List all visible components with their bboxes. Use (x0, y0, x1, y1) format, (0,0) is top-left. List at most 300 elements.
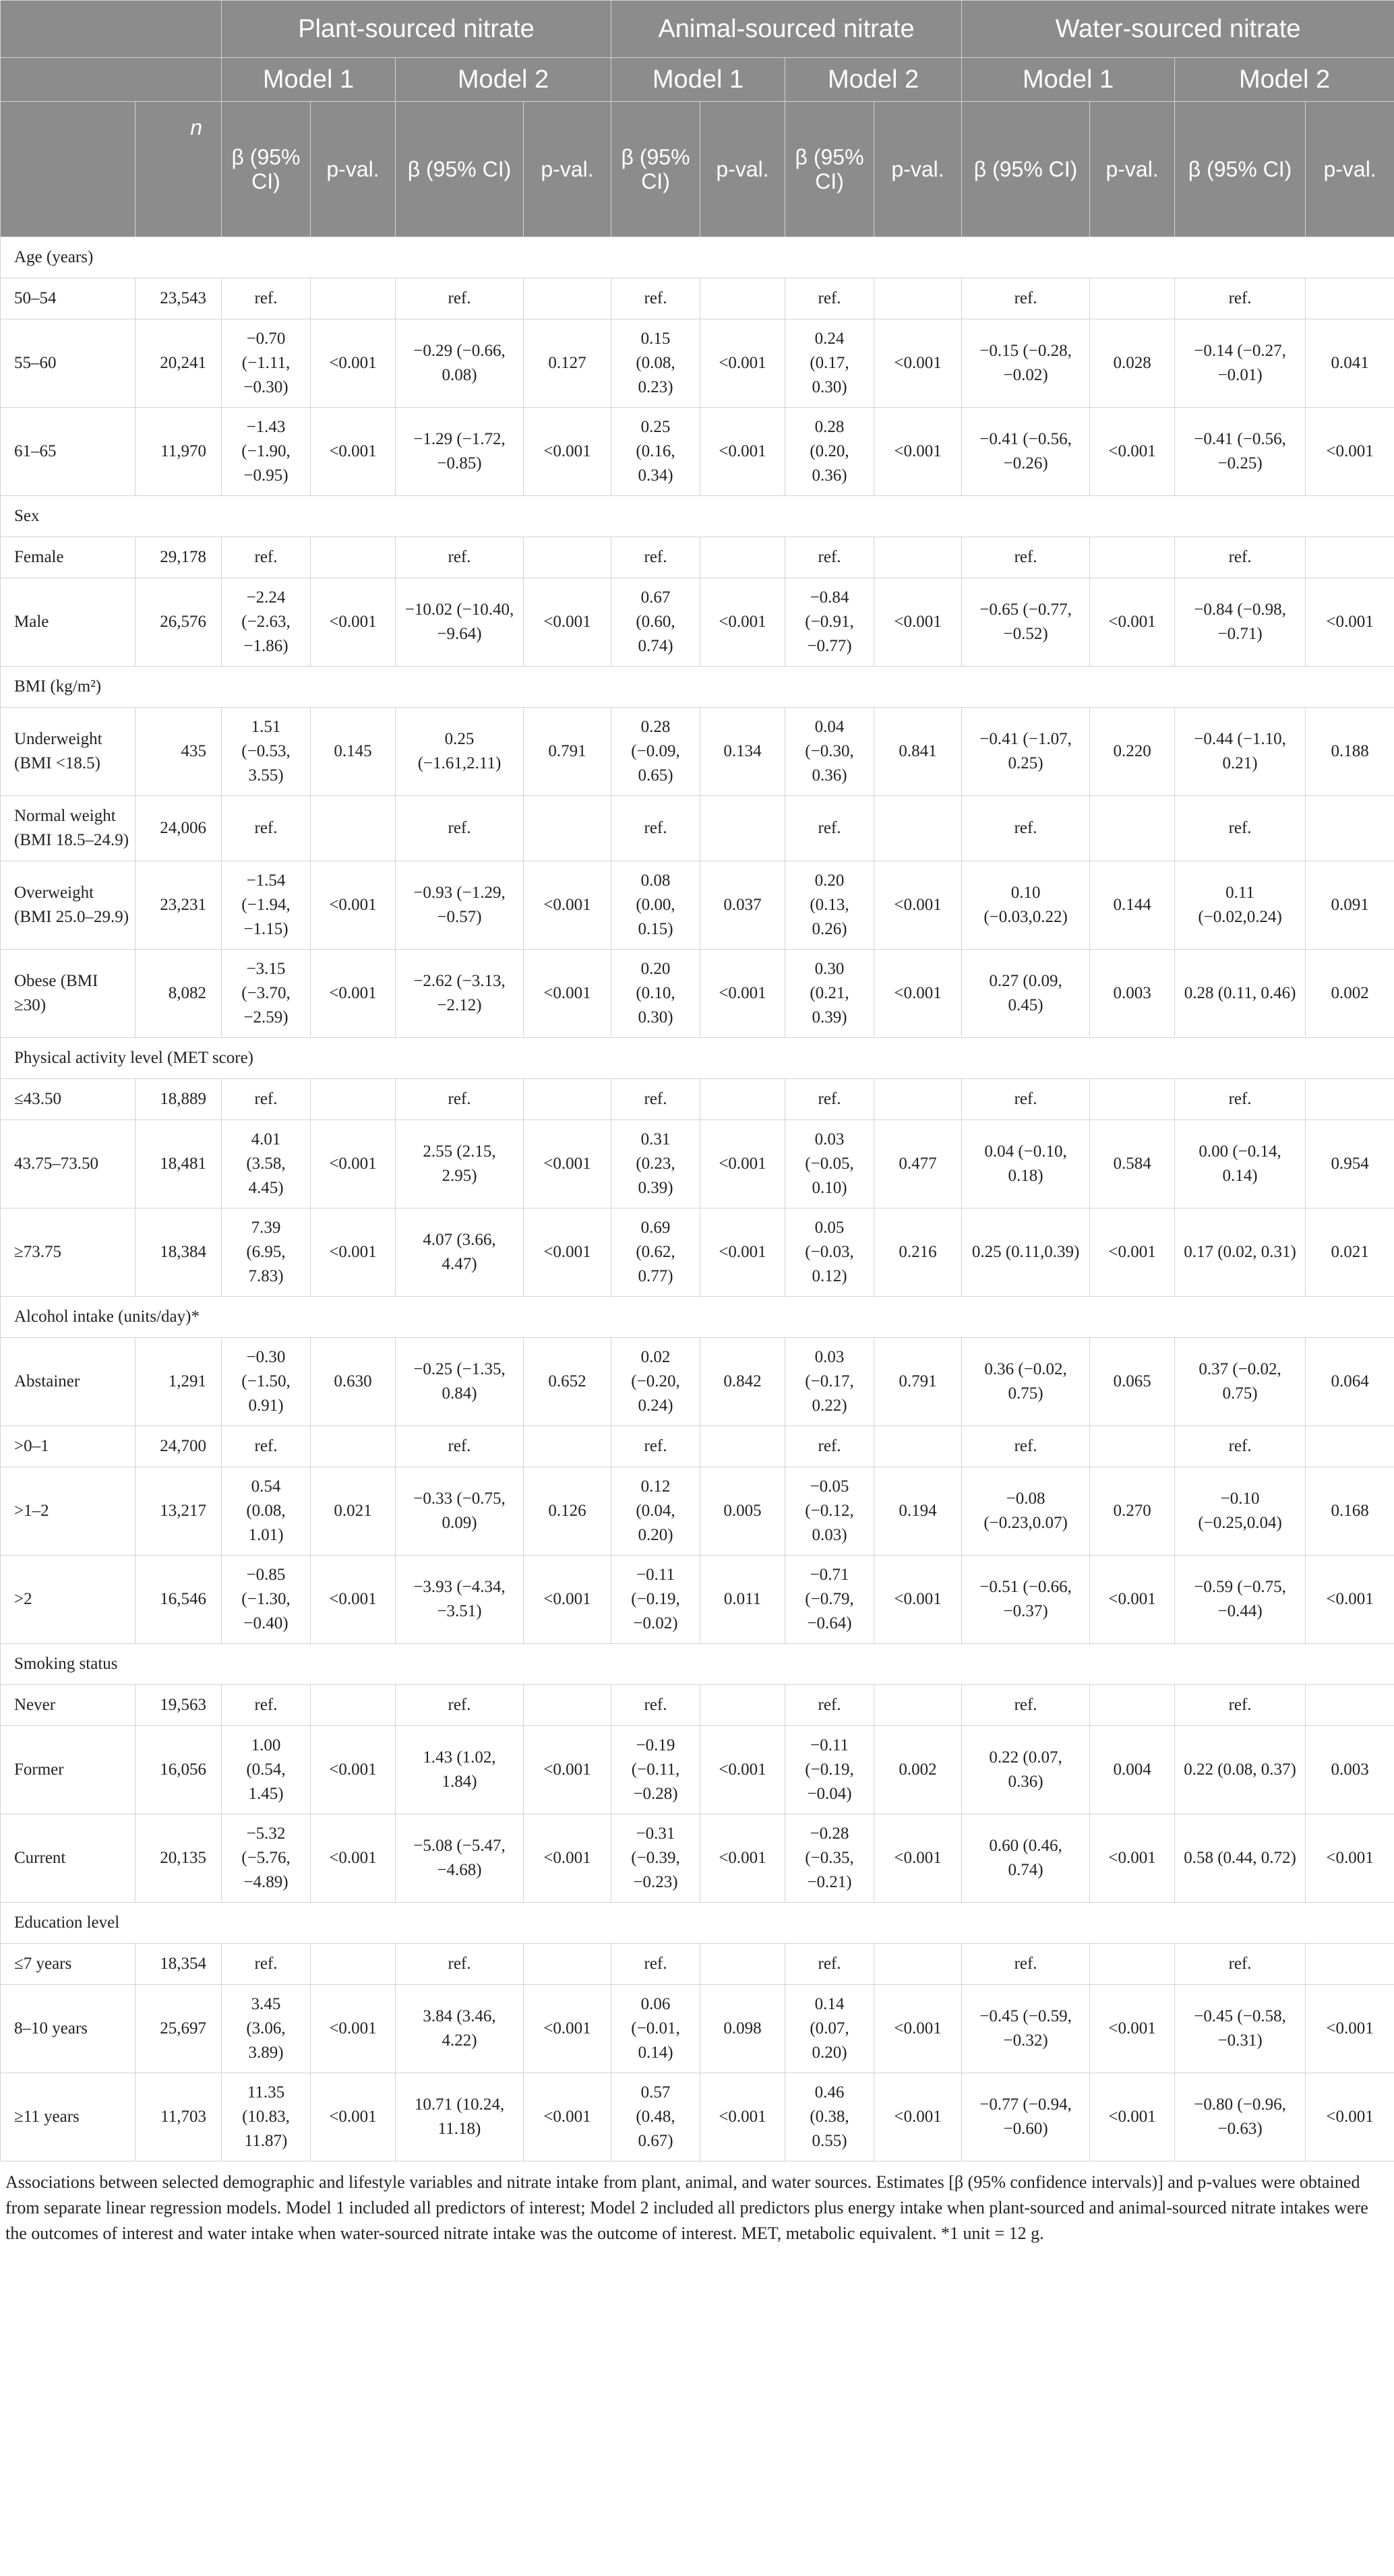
p-value-cell (700, 796, 785, 861)
p-value-cell (1306, 1685, 1394, 1726)
table-row (1, 319, 1394, 408)
p-value-cell (311, 537, 396, 578)
row-n: 16,546 (135, 1556, 222, 1644)
p-value-cell: 0.126 (524, 1467, 611, 1556)
header-plant: Plant-sourced nitrate (222, 1, 611, 58)
p-value-cell (874, 1426, 962, 1467)
estimate-cell: ref. (1175, 278, 1306, 319)
p-value-cell: <0.001 (874, 861, 962, 950)
p-value-cell: <0.001 (1306, 578, 1394, 667)
header-pval: p-val. (1090, 102, 1175, 237)
estimate-cell: ref. (785, 1685, 874, 1726)
estimate-cell: ref. (396, 796, 524, 861)
estimate-cell: 0.67 (0.60, 0.74) (611, 578, 700, 667)
section-header-row (1, 1903, 1394, 1944)
p-value-cell: 0.005 (700, 1467, 785, 1556)
estimate-cell: −0.45 (−0.58, −0.31) (1175, 1985, 1306, 2073)
p-value-cell: <0.001 (1306, 2073, 1394, 2161)
estimate-cell: 0.06 (−0.01, 0.14) (611, 1985, 700, 2073)
p-value-cell: 0.028 (1090, 319, 1175, 408)
estimate-cell: ref. (962, 537, 1090, 578)
p-value-cell: <0.001 (311, 861, 396, 950)
table-row (1, 1338, 1394, 1426)
estimate-cell: ref. (396, 1426, 524, 1467)
p-value-cell (700, 1079, 785, 1120)
p-value-cell: 0.002 (1306, 950, 1394, 1038)
estimate-cell: ref. (1175, 1079, 1306, 1120)
row-n: 20,241 (135, 319, 222, 408)
p-value-cell (874, 1944, 962, 1985)
p-value-cell: <0.001 (311, 1985, 396, 2073)
estimate-cell: ref. (611, 1944, 700, 1985)
estimate-cell: ref. (222, 1079, 311, 1120)
p-value-cell: <0.001 (311, 1120, 396, 1208)
p-value-cell (311, 1685, 396, 1726)
estimate-cell: 10.71 (10.24, 11.18) (396, 2073, 524, 2161)
estimate-cell: 0.30 (0.21, 0.39) (785, 950, 874, 1038)
row-label: Obese (BMI ≥30) (1, 950, 135, 1038)
p-value-cell: <0.001 (1090, 2073, 1175, 2161)
estimate-cell: 0.37 (−0.02, 0.75) (1175, 1338, 1306, 1426)
estimate-cell: ref. (962, 796, 1090, 861)
estimate-cell: 0.58 (0.44, 0.72) (1175, 1814, 1306, 1903)
p-value-cell: 0.168 (1306, 1467, 1394, 1556)
p-value-cell: <0.001 (700, 1726, 785, 1814)
estimate-cell: 0.03 (−0.05, 0.10) (785, 1120, 874, 1208)
estimate-cell: 0.15 (0.08, 0.23) (611, 319, 700, 408)
p-value-cell (1306, 796, 1394, 861)
estimate-cell: −0.59 (−0.75, −0.44) (1175, 1556, 1306, 1644)
estimate-cell: −3.15 (−3.70, −2.59) (222, 950, 311, 1038)
p-value-cell: <0.001 (311, 578, 396, 667)
estimate-cell: ref. (785, 1079, 874, 1120)
header-model: Model 2 (785, 58, 962, 102)
estimate-cell: ref. (396, 1685, 524, 1726)
table-row (1, 1814, 1394, 1903)
header-n: n (135, 102, 222, 237)
p-value-cell: 0.134 (700, 708, 785, 796)
p-value-cell (1090, 278, 1175, 319)
header-corner-2 (1, 58, 222, 102)
p-value-cell: <0.001 (874, 1985, 962, 2073)
p-value-cell: 0.041 (1306, 319, 1394, 408)
estimate-cell: −0.08 (−0.23,0.07) (962, 1467, 1090, 1556)
estimate-cell: −0.11 (−0.19, −0.02) (611, 1556, 700, 1644)
p-value-cell: <0.001 (524, 408, 611, 496)
estimate-cell: ref. (222, 537, 311, 578)
p-value-cell: <0.001 (1306, 1985, 1394, 2073)
estimate-cell: −0.14 (−0.27, −0.01) (1175, 319, 1306, 408)
p-value-cell: 0.002 (874, 1726, 962, 1814)
estimate-cell: −0.31 (−0.39, −0.23) (611, 1814, 700, 1903)
p-value-cell: <0.001 (700, 950, 785, 1038)
p-value-cell (311, 1944, 396, 1985)
p-value-cell: <0.001 (524, 2073, 611, 2161)
estimate-cell: −2.24 (−2.63, −1.86) (222, 578, 311, 667)
estimate-cell: 0.20 (0.13, 0.26) (785, 861, 874, 950)
row-label: >0–1 (1, 1426, 135, 1467)
estimate-cell: 0.17 (0.02, 0.31) (1175, 1208, 1306, 1297)
row-n: 25,697 (135, 1985, 222, 2073)
estimate-cell: −0.45 (−0.59, −0.32) (962, 1985, 1090, 2073)
estimate-cell: 4.01 (3.58, 4.45) (222, 1120, 311, 1208)
row-n: 18,384 (135, 1208, 222, 1297)
p-value-cell: <0.001 (1090, 1556, 1175, 1644)
p-value-cell: 0.098 (700, 1985, 785, 2073)
p-value-cell: <0.001 (700, 578, 785, 667)
row-n: 1,291 (135, 1338, 222, 1426)
table-row (1, 1426, 1394, 1467)
p-value-cell: 0.127 (524, 319, 611, 408)
estimate-cell: 0.46 (0.38, 0.55) (785, 2073, 874, 2161)
estimate-cell: 0.22 (0.07, 0.36) (962, 1726, 1090, 1814)
estimate-cell: 3.45 (3.06, 3.89) (222, 1985, 311, 2073)
section-header-row (1, 1297, 1394, 1338)
estimate-cell: ref. (962, 1426, 1090, 1467)
header-row-stats (1, 102, 1394, 237)
estimate-cell: ref. (785, 796, 874, 861)
row-label: ≤7 years (1, 1944, 135, 1985)
estimate-cell: ref. (1175, 1944, 1306, 1985)
p-value-cell: <0.001 (1090, 578, 1175, 667)
estimate-cell: ref. (962, 1079, 1090, 1120)
estimate-cell: 0.60 (0.46, 0.74) (962, 1814, 1090, 1903)
p-value-cell (1306, 1426, 1394, 1467)
estimate-cell: 3.84 (3.46, 4.22) (396, 1985, 524, 2073)
p-value-cell: <0.001 (1090, 1985, 1175, 2073)
estimate-cell: ref. (222, 1944, 311, 1985)
row-n: 11,970 (135, 408, 222, 496)
estimate-cell: ref. (962, 1944, 1090, 1985)
p-value-cell (874, 278, 962, 319)
p-value-cell: <0.001 (874, 408, 962, 496)
section-title: Age (years) (1, 237, 1394, 278)
estimate-cell: ref. (1175, 537, 1306, 578)
p-value-cell (1306, 1079, 1394, 1120)
section-title: Sex (1, 496, 1394, 537)
p-value-cell: 0.003 (1306, 1726, 1394, 1814)
header-beta: β (95% CI) (1175, 102, 1306, 237)
row-n: 19,563 (135, 1685, 222, 1726)
header-model: Model 2 (396, 58, 611, 102)
p-value-cell: 0.003 (1090, 950, 1175, 1038)
row-label: 61–65 (1, 408, 135, 496)
estimate-cell: ref. (611, 537, 700, 578)
estimate-cell: −10.02 (−10.40, −9.64) (396, 578, 524, 667)
estimate-cell: −0.71 (−0.79, −0.64) (785, 1556, 874, 1644)
estimate-cell: ref. (785, 537, 874, 578)
row-label: >1–2 (1, 1467, 135, 1556)
header-model: Model 1 (611, 58, 785, 102)
header-row-models (1, 58, 1394, 102)
p-value-cell (874, 796, 962, 861)
p-value-cell (874, 1079, 962, 1120)
row-label: 43.75–73.50 (1, 1120, 135, 1208)
p-value-cell: <0.001 (700, 2073, 785, 2161)
p-value-cell (1306, 278, 1394, 319)
section-header-row (1, 1038, 1394, 1079)
p-value-cell: <0.001 (700, 1814, 785, 1903)
p-value-cell: <0.001 (874, 950, 962, 1038)
row-n: 8,082 (135, 950, 222, 1038)
estimate-cell: ref. (222, 1685, 311, 1726)
estimate-cell: 0.11 (−0.02,0.24) (1175, 861, 1306, 950)
row-label: Former (1, 1726, 135, 1814)
estimate-cell: −5.08 (−5.47, −4.68) (396, 1814, 524, 1903)
p-value-cell (1090, 796, 1175, 861)
p-value-cell: 0.188 (1306, 708, 1394, 796)
p-value-cell (1090, 1079, 1175, 1120)
estimate-cell: 0.20 (0.10, 0.30) (611, 950, 700, 1038)
row-n: 18,354 (135, 1944, 222, 1985)
estimate-cell: ref. (1175, 1685, 1306, 1726)
estimate-cell: −2.62 (−3.13, −2.12) (396, 950, 524, 1038)
table-row (1, 1467, 1394, 1556)
estimate-cell: ref. (396, 1079, 524, 1120)
estimate-cell: −0.44 (−1.10, 0.21) (1175, 708, 1306, 796)
p-value-cell: <0.001 (874, 319, 962, 408)
p-value-cell: 0.954 (1306, 1120, 1394, 1208)
row-n: 11,703 (135, 2073, 222, 2161)
estimate-cell: 0.31 (0.23, 0.39) (611, 1120, 700, 1208)
estimate-cell: 0.25 (0.16, 0.34) (611, 408, 700, 496)
section-header-row (1, 496, 1394, 537)
row-label: Underweight (BMI <18.5) (1, 708, 135, 796)
header-animal: Animal-sourced nitrate (611, 1, 962, 58)
estimate-cell: 0.04 (−0.10, 0.18) (962, 1120, 1090, 1208)
estimate-cell: −0.29 (−0.66, 0.08) (396, 319, 524, 408)
section-header-row (1, 667, 1394, 708)
estimate-cell: ref. (611, 796, 700, 861)
p-value-cell (311, 278, 396, 319)
row-label: ≥73.75 (1, 1208, 135, 1297)
p-value-cell: <0.001 (311, 1726, 396, 1814)
estimate-cell: 1.51 (−0.53, 3.55) (222, 708, 311, 796)
header-beta: β (95% CI) (396, 102, 524, 237)
estimate-cell: 1.00 (0.54, 1.45) (222, 1726, 311, 1814)
estimate-cell: 0.04 (−0.30, 0.36) (785, 708, 874, 796)
table-row (1, 408, 1394, 496)
estimate-cell: ref. (396, 278, 524, 319)
p-value-cell: <0.001 (524, 1814, 611, 1903)
header-corner (1, 1, 222, 58)
estimate-cell: 0.28 (0.20, 0.36) (785, 408, 874, 496)
p-value-cell: <0.001 (524, 578, 611, 667)
estimate-cell: ref. (1175, 1426, 1306, 1467)
row-label: Current (1, 1814, 135, 1903)
row-label: Male (1, 578, 135, 667)
estimate-cell: −0.85 (−1.30, −0.40) (222, 1556, 311, 1644)
estimate-cell: ref. (962, 1685, 1090, 1726)
row-n: 24,006 (135, 796, 222, 861)
row-label: Normal weight (BMI 18.5–24.9) (1, 796, 135, 861)
estimate-cell: 0.22 (0.08, 0.37) (1175, 1726, 1306, 1814)
table-row (1, 1079, 1394, 1120)
table-row (1, 1120, 1394, 1208)
p-value-cell (700, 537, 785, 578)
p-value-cell: <0.001 (524, 1208, 611, 1297)
row-n: 23,543 (135, 278, 222, 319)
estimate-cell: 4.07 (3.66, 4.47) (396, 1208, 524, 1297)
table-row (1, 1685, 1394, 1726)
row-n: 16,056 (135, 1726, 222, 1814)
estimate-cell: ref. (962, 278, 1090, 319)
estimate-cell: 2.55 (2.15, 2.95) (396, 1120, 524, 1208)
estimate-cell: −0.11 (−0.19, −0.04) (785, 1726, 874, 1814)
estimate-cell: 0.27 (0.09, 0.45) (962, 950, 1090, 1038)
p-value-cell (311, 1426, 396, 1467)
section-header-row (1, 1644, 1394, 1685)
row-label: >2 (1, 1556, 135, 1644)
estimate-cell: −3.93 (−4.34, −3.51) (396, 1556, 524, 1644)
estimate-cell: ref. (611, 1426, 700, 1467)
estimate-cell: −1.54 (−1.94, −1.15) (222, 861, 311, 950)
header-beta: β (95% CI) (222, 102, 311, 237)
estimate-cell: ref. (785, 1944, 874, 1985)
estimate-cell: −0.41 (−0.56, −0.25) (1175, 408, 1306, 496)
p-value-cell (700, 278, 785, 319)
header-beta: β (95% CI) (611, 102, 700, 237)
section-title: BMI (kg/m²) (1, 667, 1394, 708)
p-value-cell: 0.064 (1306, 1338, 1394, 1426)
p-value-cell: <0.001 (524, 1120, 611, 1208)
table-row (1, 1985, 1394, 2073)
estimate-cell: −0.65 (−0.77, −0.52) (962, 578, 1090, 667)
estimate-cell: 0.10 (−0.03,0.22) (962, 861, 1090, 950)
header-beta: β (95% CI) (962, 102, 1090, 237)
estimate-cell: −1.29 (−1.72, −0.85) (396, 408, 524, 496)
header-pval: p-val. (524, 102, 611, 237)
row-n: 24,700 (135, 1426, 222, 1467)
estimate-cell: 0.08 (0.00, 0.15) (611, 861, 700, 950)
p-value-cell: <0.001 (1090, 1208, 1175, 1297)
row-n: 18,481 (135, 1120, 222, 1208)
estimate-cell: ref. (611, 1685, 700, 1726)
p-value-cell (524, 1426, 611, 1467)
header-model: Model 1 (962, 58, 1175, 102)
p-value-cell (524, 1079, 611, 1120)
p-value-cell: <0.001 (700, 1208, 785, 1297)
header-pval: p-val. (874, 102, 962, 237)
p-value-cell: <0.001 (874, 2073, 962, 2161)
p-value-cell (524, 796, 611, 861)
p-value-cell (874, 1685, 962, 1726)
estimate-cell: −0.70 (−1.11, −0.30) (222, 319, 311, 408)
p-value-cell (1306, 1944, 1394, 1985)
p-value-cell: 0.021 (311, 1467, 396, 1556)
p-value-cell: 0.791 (874, 1338, 962, 1426)
p-value-cell: <0.001 (524, 1726, 611, 1814)
p-value-cell: 0.144 (1090, 861, 1175, 950)
p-value-cell (524, 537, 611, 578)
p-value-cell: <0.001 (524, 861, 611, 950)
p-value-cell: <0.001 (524, 1985, 611, 2073)
estimate-cell: ref. (396, 1944, 524, 1985)
table-footnote: Associations between selected demographic and lifestyle variables and nitrate intake from plant, animal, and water sources. Estimates [β (95% confidence intervals)] and p-values were obtained from separate linear regression models. Model 1 included all predictors of interest; Model 2 included all predictors plus energy intake when plant-sourced and animal-sourced nitrate intakes were the outcomes of interest and water intake when water-sourced nitrate intake was the outcome of interest. MET, metabolic equivalent. *1 unit = 12 g. (5, 2172, 1368, 2243)
p-value-cell: 0.194 (874, 1467, 962, 1556)
estimate-cell: 0.14 (0.07, 0.20) (785, 1985, 874, 2073)
p-value-cell (700, 1426, 785, 1467)
table-row (1, 278, 1394, 319)
section-title: Physical activity level (MET score) (1, 1038, 1394, 1079)
p-value-cell: 0.584 (1090, 1120, 1175, 1208)
row-n: 13,217 (135, 1467, 222, 1556)
table-row (1, 950, 1394, 1038)
p-value-cell: <0.001 (1306, 408, 1394, 496)
estimate-cell: 0.25 (0.11,0.39) (962, 1208, 1090, 1297)
p-value-cell: <0.001 (524, 1556, 611, 1644)
estimate-cell: 0.25 (−1.61,2.11) (396, 708, 524, 796)
estimate-cell: 0.02 (−0.20, 0.24) (611, 1338, 700, 1426)
estimate-cell: 7.39 (6.95, 7.83) (222, 1208, 311, 1297)
table-row (1, 1726, 1394, 1814)
row-label: Never (1, 1685, 135, 1726)
row-n: 23,231 (135, 861, 222, 950)
p-value-cell (311, 796, 396, 861)
p-value-cell: 0.037 (700, 861, 785, 950)
p-value-cell: <0.001 (1306, 1556, 1394, 1644)
table-row (1, 2073, 1394, 2161)
estimate-cell: ref. (396, 537, 524, 578)
p-value-cell: 0.630 (311, 1338, 396, 1426)
table-body (1, 237, 1394, 2161)
estimate-cell: 0.28 (0.11, 0.46) (1175, 950, 1306, 1038)
header-pval: p-val. (311, 102, 396, 237)
section-title: Education level (1, 1903, 1394, 1944)
p-value-cell: <0.001 (311, 1208, 396, 1297)
table-header (1, 1, 1394, 237)
estimate-cell: −0.30 (−1.50, 0.91) (222, 1338, 311, 1426)
p-value-cell: <0.001 (700, 319, 785, 408)
estimate-cell: −0.33 (−0.75, 0.09) (396, 1467, 524, 1556)
p-value-cell: <0.001 (1090, 408, 1175, 496)
row-label: 8–10 years (1, 1985, 135, 2073)
p-value-cell: <0.001 (700, 408, 785, 496)
section-title: Alcohol intake (units/day)* (1, 1297, 1394, 1338)
row-label: Overweight (BMI 25.0–29.9) (1, 861, 135, 950)
estimate-cell: −0.80 (−0.96, −0.63) (1175, 2073, 1306, 2161)
p-value-cell: <0.001 (1306, 1814, 1394, 1903)
section-header-row (1, 237, 1394, 278)
p-value-cell: <0.001 (311, 1556, 396, 1644)
row-label: ≥11 years (1, 2073, 135, 2161)
table-row (1, 708, 1394, 796)
estimate-cell: −0.84 (−0.98, −0.71) (1175, 578, 1306, 667)
estimate-cell: 0.54 (0.08, 1.01) (222, 1467, 311, 1556)
p-value-cell: 0.004 (1090, 1726, 1175, 1814)
row-label: Abstainer (1, 1338, 135, 1426)
p-value-cell: 0.652 (524, 1338, 611, 1426)
p-value-cell (1090, 1426, 1175, 1467)
header-row-groups (1, 1, 1394, 58)
p-value-cell (874, 537, 962, 578)
estimate-cell: ref. (785, 278, 874, 319)
p-value-cell: <0.001 (874, 1814, 962, 1903)
p-value-cell: 0.791 (524, 708, 611, 796)
table-row (1, 1208, 1394, 1297)
estimate-cell: 0.69 (0.62, 0.77) (611, 1208, 700, 1297)
row-label: ≤43.50 (1, 1079, 135, 1120)
estimate-cell: −0.77 (−0.94, −0.60) (962, 2073, 1090, 2161)
table-row (1, 1944, 1394, 1985)
table-row (1, 796, 1394, 861)
estimate-cell: −1.43 (−1.90, −0.95) (222, 408, 311, 496)
table-row (1, 1556, 1394, 1644)
p-value-cell: <0.001 (311, 950, 396, 1038)
estimate-cell: ref. (611, 278, 700, 319)
p-value-cell (524, 1685, 611, 1726)
p-value-cell: 0.220 (1090, 708, 1175, 796)
